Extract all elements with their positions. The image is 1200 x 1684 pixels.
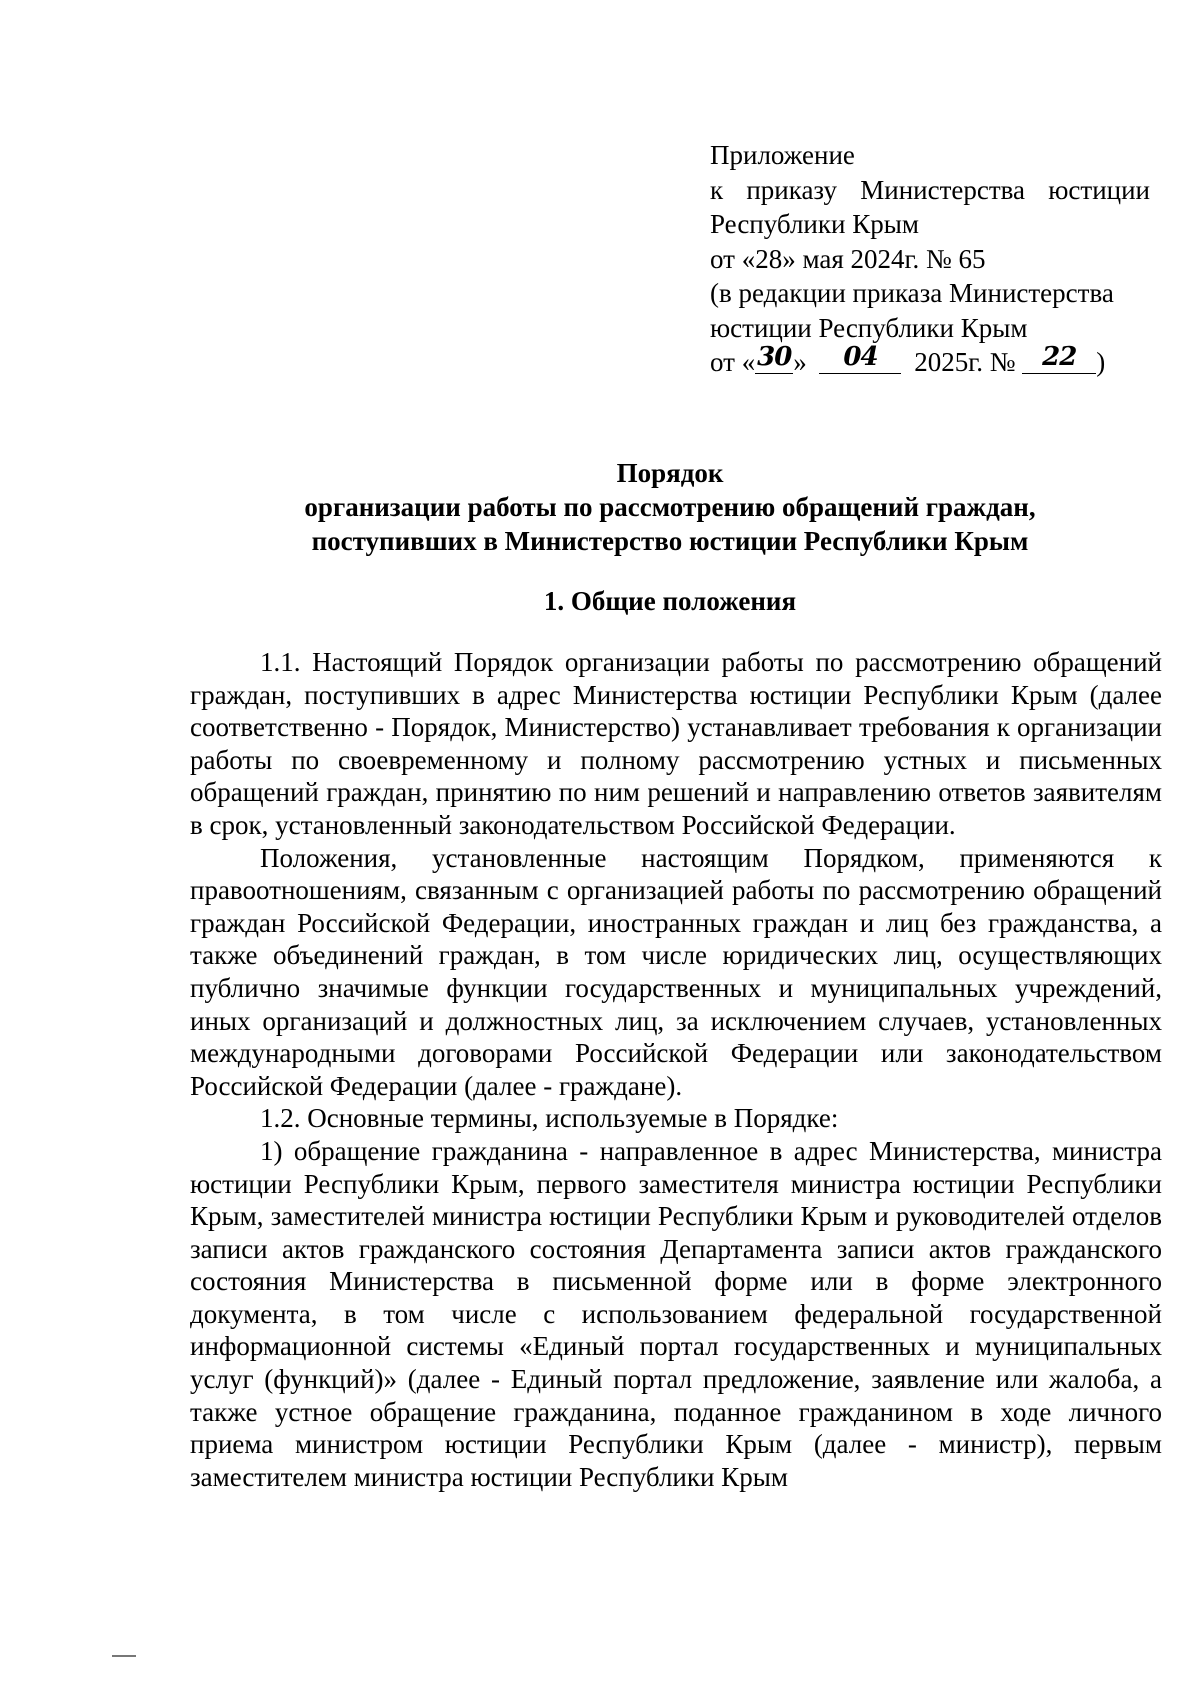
date-year: 2025г. № (914, 347, 1016, 377)
paragraph: 1.1. Настоящий Порядок организации работы по рассмотрению обращений граждан, поступивших в адрес Министерства юстиции Республики Крым (далее соответственно - Порядок, Министерство) устанавливает требования к организации работы по своевременному и полному рассмотрению устных и письменных обращений граждан, принятию по ним решений и направлению ответов заявителям в срок, установленный законодательством Российской Федерации. (190, 647, 1162, 840)
appendix-line: от «28» мая 2024г. № 65 (710, 243, 986, 274)
section-heading: 1. Общие положения (543, 586, 797, 616)
handwritten-month-field (819, 342, 901, 374)
appendix-date-line (710, 342, 1150, 380)
date-quote: » (793, 347, 807, 377)
paragraph: Положения, установленные настоящим Порядком, применяются к правоотношениям, связанным с организацией работы по рассмотрению обращений граждан Российской Федерации, иностранных граждан и лиц без гражданства, а также объединений граждан, в том числе юридических лиц, осуществляющих публично значимые функции государственных и муниципальных учреждений, иных организаций и должностных лиц, за исключением случаев, установленных международными договорами Российской Федерации или законодательством Российской Федерации (далее - граждане). (190, 842, 1162, 1101)
appendix-line: Республики Крым (710, 209, 919, 239)
handwritten-month: 04 (843, 342, 878, 372)
appendix-line: юстиции Республики Крым (710, 312, 1028, 343)
body-text (190, 646, 1162, 1493)
date-suffix: ) (1096, 347, 1106, 377)
paragraph: 1.2. Основные термины, используемые в Порядке: (260, 1103, 839, 1134)
appendix-block (710, 138, 1150, 380)
handwritten-number: 22 (1042, 342, 1077, 372)
appendix-line: (в редакции приказа Министерства (710, 278, 1114, 308)
document-title (190, 456, 1150, 558)
title-line: поступивших в Министерство юстиции Республики Крым (311, 526, 1029, 556)
paragraph: 1) обращение гражданина - направленное в адрес Министерства, министра юстиции Республики Крым, первого заместителя министра юстиции Республики Крым, заместителей министра юстиции Республики Крым и руководителей отделов записи актов гражданского состояния Департамента записи актов гражданского состояния Министерства в письменной форме или в форме электронного документа, в том числе с использованием федеральной государственной информационной системы «Единый портал государственных и муниципальных услуг (функций)» (далее - Единый портал предложение, заявление или жалоба, а также устное обращение гражданина, поданное гражданином в ходе личного приема министром юстиции Республики Крым (далее - министр), первым заместителем министра юстиции Республики Крым (190, 1135, 1162, 1492)
handwritten-day: 30 (757, 342, 792, 372)
footer-mark (112, 1655, 136, 1657)
appendix-line: к приказу Министерства юстиции (710, 174, 1150, 205)
date-prefix: от « (710, 347, 756, 377)
appendix-line: Приложение (710, 140, 855, 170)
handwritten-day-field (755, 342, 793, 374)
title-line: Порядок (616, 458, 724, 488)
title-line: организации работы по рассмотрению обращений граждан, (304, 492, 1036, 522)
handwritten-number-field (1022, 342, 1096, 374)
